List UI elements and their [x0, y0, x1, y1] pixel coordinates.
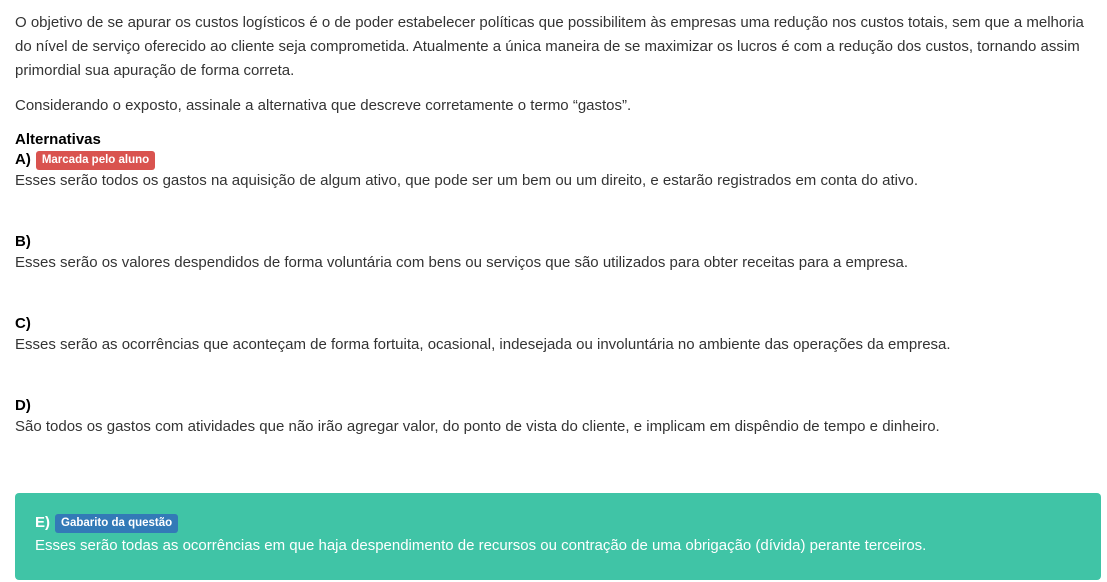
- alternative-text: São todos os gastos com atividades que não irão agregar valor, do ponto de vista do cliente, e implicam em dispêndio de tempo e dinheiro.: [15, 418, 940, 435]
- alternative-letter: C): [15, 315, 31, 332]
- question-content: [15, 0, 1101, 438]
- alternative-text: Esses serão os valores despendidos de forma voluntária com bens ou serviços que são utilizados para obter receitas para a empresa.: [15, 254, 908, 271]
- answer-text: Esses serão todas as ocorrências em que haja despendimento de recursos ou contração de uma obrigação (dívida) perante terceiros.: [35, 537, 927, 554]
- alternative-text: Esses serão as ocorrências que aconteçam de forma fortuita, ocasional, indesejada ou involuntária no ambiente das operações da empresa.: [15, 336, 951, 353]
- alternative-d[interactable]: [15, 396, 1101, 438]
- alternative-letter: A): [15, 151, 31, 168]
- answer-key-badge: Gabarito da questão: [55, 514, 178, 533]
- question-statement: Considerando o exposto, assinale a alternativa que descreve corretamente o termo “gastos”.: [15, 97, 632, 114]
- alternative-letter: B): [15, 233, 31, 250]
- alternative-letter: D): [15, 397, 31, 414]
- alternative-c[interactable]: [15, 314, 1101, 356]
- alternative-b[interactable]: [15, 232, 1101, 274]
- alternative-a[interactable]: [15, 150, 1101, 192]
- answer-letter: E): [35, 514, 50, 531]
- alternative-text: Esses serão todos os gastos na aquisição de algum ativo, que pode ser um bem ou um direito, e estarão registrados em conta do ativo.: [15, 172, 919, 189]
- intro-paragraph: O objetivo de se apurar os custos logísticos é o de poder estabelecer políticas que possibilitem às empresas uma redução nos custos totais, sem que a melhoria do nível de serviço oferecido ao cliente seja comprometida. Atualmente a única maneira de se maximizar os lucros é com a redução dos custos, tornando assim primordial sua apuração de forma correta.: [15, 14, 1084, 79]
- marked-by-student-badge: Marcada pelo aluno: [36, 151, 155, 170]
- correct-answer-box: [15, 493, 1101, 580]
- alternatives-heading: Alternativas: [15, 131, 101, 148]
